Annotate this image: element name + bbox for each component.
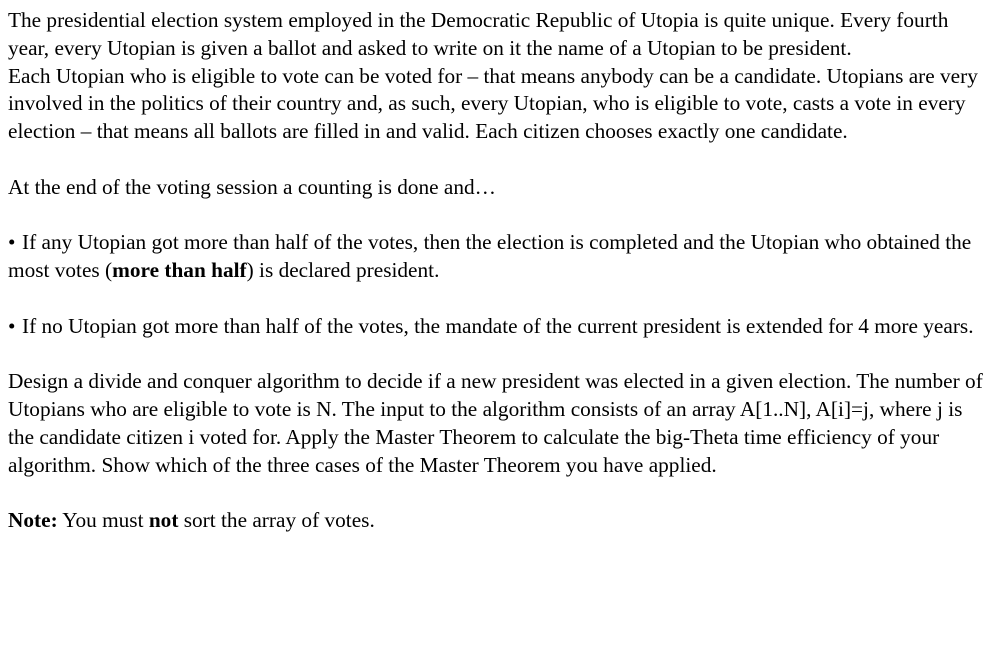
bullet-text-before: If any Utopian got more than half of the votes, then the election is completed and the Utopian who obtained the most votes ( [8, 230, 972, 283]
bullet-icon: • [8, 230, 16, 255]
task-paragraph: Design a divide and conquer algorithm to decide if a new president was elected in a given election. The number of Utopians who are eligible to vote is N. The input to the algorithm consists of an array A[1..N], A[i]=j, where j is the candidate citizen i voted for. Apply the Master Theorem to calculate the big-Theta time efficiency of your algorithm. Show which of the three cases of the Master Theorem you have applied. [8, 369, 983, 477]
counting-lead: At the end of the voting session a counting is done and… [8, 174, 496, 199]
bullet-icon: • [8, 313, 16, 338]
note-bold-text: not [148, 508, 179, 533]
bullet-bold-text: more than half [112, 258, 247, 283]
bullet-item-no-majority [8, 313, 988, 341]
spacer [8, 341, 988, 369]
note-label: Note: [8, 508, 58, 533]
spacer [8, 285, 988, 313]
bullet-text: If no Utopian got more than half of the votes, the mandate of the current president is extended for 4 more years. [22, 313, 974, 338]
note-paragraph [8, 507, 988, 535]
intro-paragraph-1: The presidential election system employed in the Democratic Republic of Utopia is quite unique. Every fourth year, every Utopian is given a ballot and asked to write on it the name of a Utopian to be president. [8, 8, 949, 60]
intro-paragraph-2: Each Utopian who is eligible to vote can be voted for – that means anybody can be a candidate. Utopians are very involved in the politics of their country and, as such, every Utopian, who is eligible to vote, casts a vote in every election – that means all ballots are filled in and valid. Each citizen chooses exactly one candidate. [8, 63, 978, 144]
spacer [8, 202, 988, 230]
spacer [8, 146, 988, 174]
spacer [8, 480, 988, 508]
note-text-before: You must [57, 508, 149, 533]
bullet-text-after: ) is declared president. [246, 258, 440, 283]
bullet-item-majority [8, 229, 988, 285]
note-text-after: sort the array of votes. [178, 508, 375, 533]
